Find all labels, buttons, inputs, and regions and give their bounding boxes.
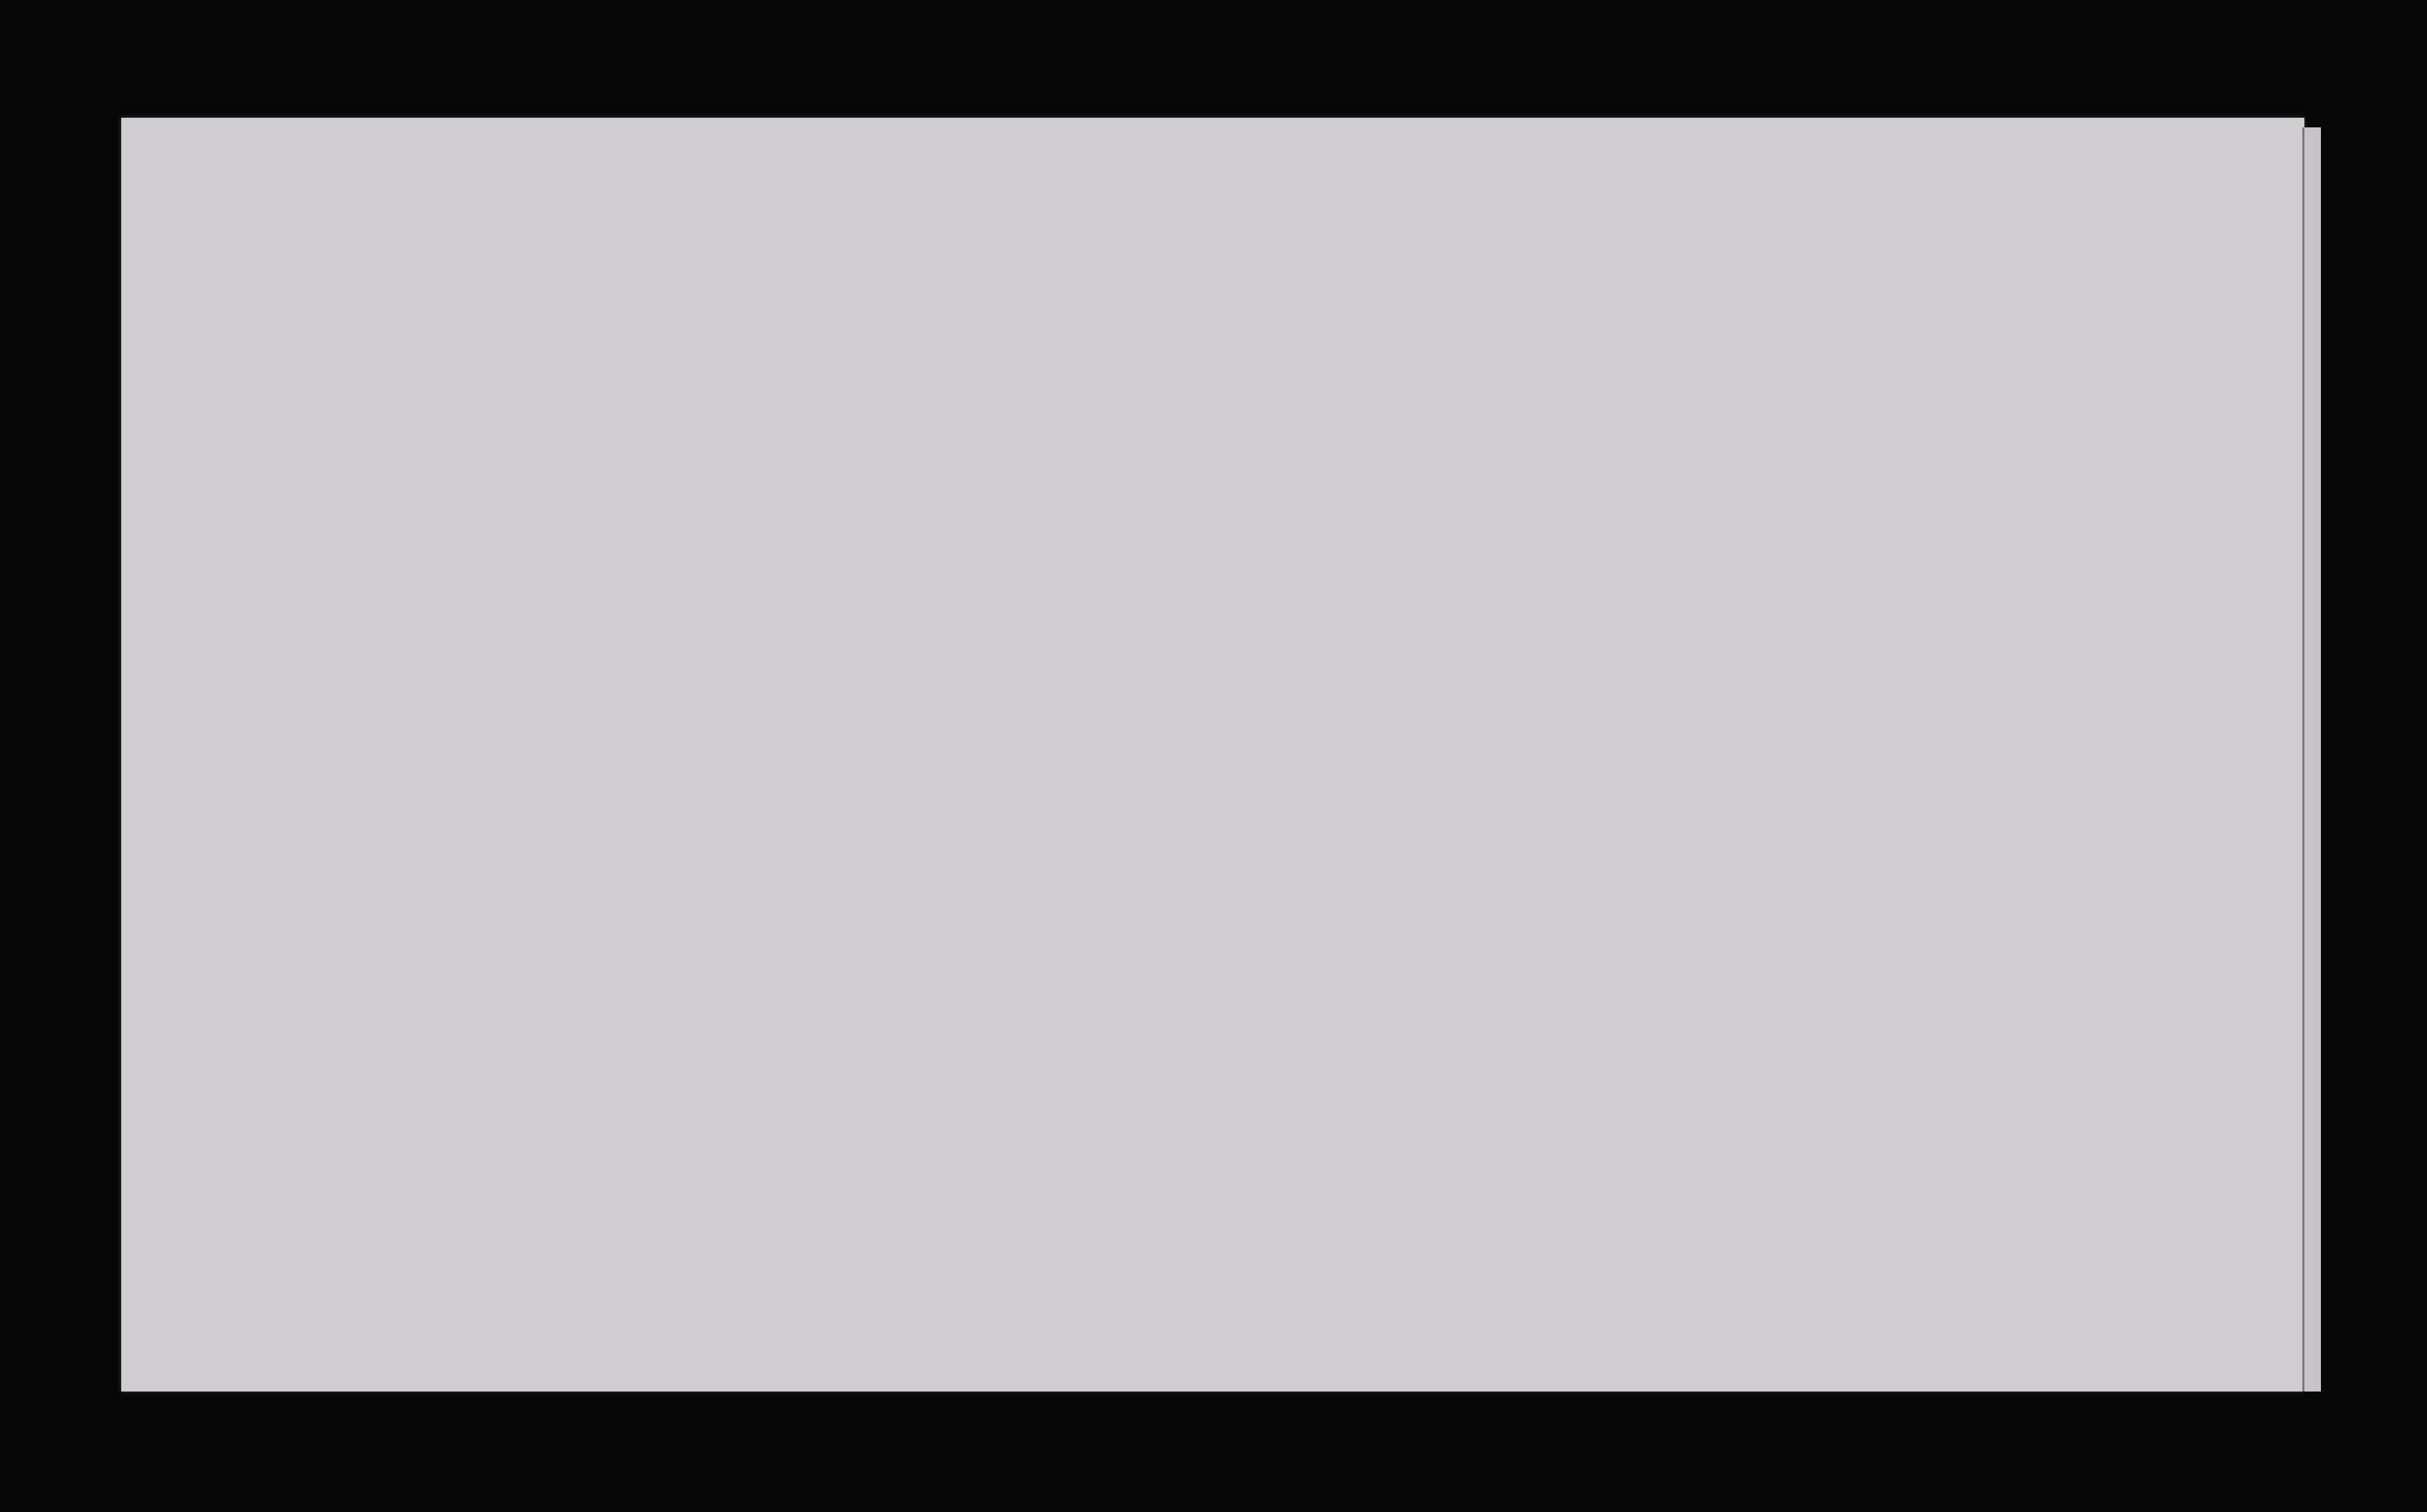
census-card <box>121 118 2304 1392</box>
card-edge <box>2302 127 2321 1392</box>
